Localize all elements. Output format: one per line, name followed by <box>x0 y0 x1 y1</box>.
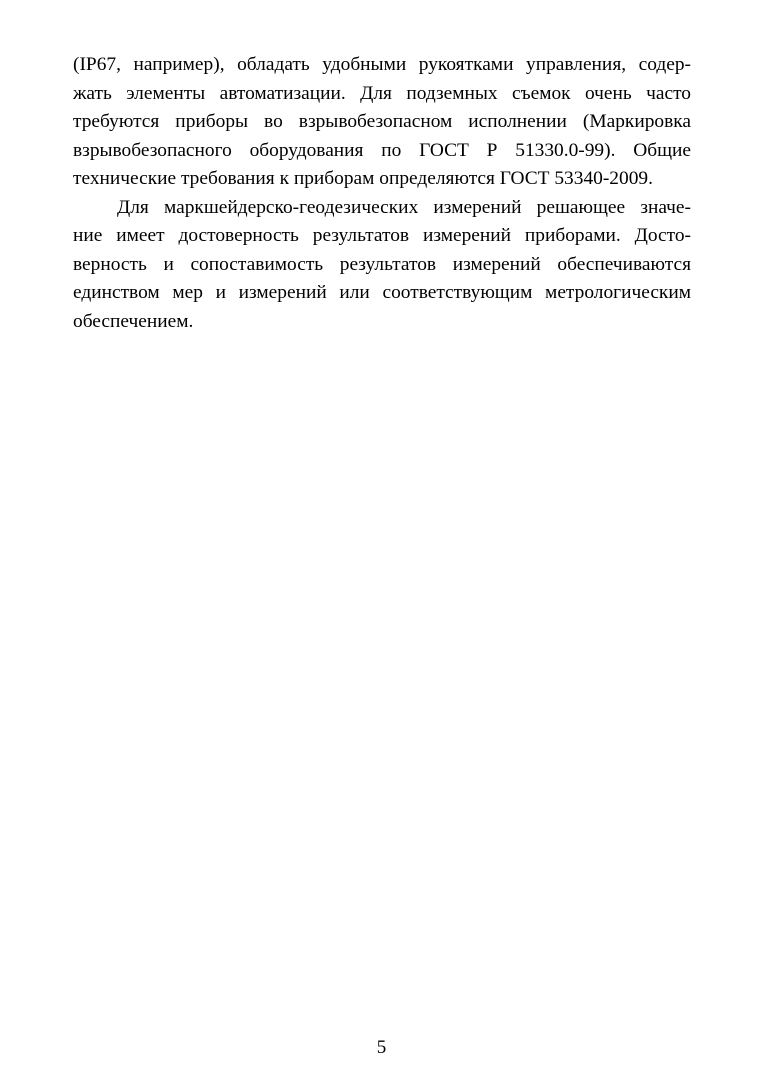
text-line: технические требования к приборам определяются ГОСТ 53340-2009. <box>73 168 653 189</box>
text-line: (IP67, например), обладать удобными рукоятками управления, содер- <box>73 54 691 75</box>
paragraph-2 <box>73 194 691 337</box>
page-number: 5 <box>376 1037 387 1058</box>
text-line: верность и сопоставимость результатов измерений обеспечиваются <box>73 253 691 275</box>
text-line: требуются приборы во взрывобезопасном исполнении (Маркировка <box>73 111 691 132</box>
text-line: жать элементы автоматизации. Для подземных съемок очень часто <box>73 82 691 104</box>
text-line: обеспечением. <box>73 310 194 332</box>
text-line: единством мер и измерений или соответствующим метрологическим <box>73 282 691 303</box>
body-text <box>73 51 691 336</box>
text-line: ние имеет достоверность результатов измерений приборами. Досто- <box>73 225 691 246</box>
text-line: Для маркшейдерско-геодезических измерений решающее значе- <box>117 196 691 218</box>
text-line: взрывобезопасного оборудования по ГОСТ Р 51330.0-99). Общие <box>73 139 691 161</box>
paragraph-1 <box>73 51 691 194</box>
